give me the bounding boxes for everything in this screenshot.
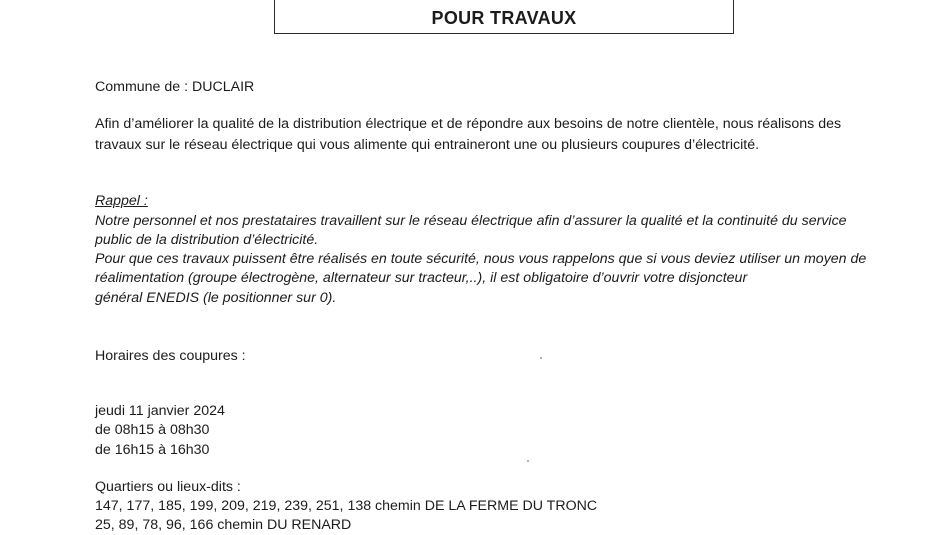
location-item: 25, 89, 78, 96, 166 chemin DU RENARD — [95, 517, 352, 533]
schedule-heading: Horaires des coupures : — [95, 348, 246, 364]
schedule-slot: de 08h15 à 08h30 — [95, 422, 210, 438]
schedule-date: jeudi 11 janvier 2024 — [95, 403, 225, 419]
commune-line: Commune de : DUCLAIR — [95, 79, 255, 95]
rappel-line: public de la distribution d’électricité. — [95, 232, 319, 248]
intro-line-2: travaux sur le réseau électrique qui vous alimente qui entraineront une ou plusieurs coupures d’électricité. — [95, 137, 760, 153]
title-box — [274, 0, 734, 34]
rappel-heading: Rappel : — [95, 193, 148, 209]
scan-speck — [527, 460, 529, 462]
schedule-slot: de 16h15 à 16h30 — [95, 442, 210, 458]
scan-speck — [540, 357, 542, 359]
intro-line-1: Afin d’améliorer la qualité de la distribution électrique et de répondre aux besoins de notre clientèle, nous réalisons des — [95, 116, 842, 132]
locations-heading: Quartiers ou lieux-dits : — [95, 479, 241, 495]
rappel-line: Notre personnel et nos prestataires travaillent sur le réseau électrique afin d’assurer la qualité et la continuité du service — [95, 213, 847, 229]
rappel-line: réalimentation (groupe électrogène, alternateur sur tracteur,..), il est obligatoire d’ouvrir votre disjoncteur — [95, 270, 748, 286]
location-item: 147, 177, 185, 199, 209, 219, 239, 251, 138 chemin DE LA FERME DU TRONC — [95, 498, 598, 514]
notice-subtitle: POUR TRAVAUX — [431, 8, 577, 28]
rappel-line: Pour que ces travaux puissent être réalisés en toute sécurité, nous vous rappelons que si vous deviez utiliser un moyen de — [95, 251, 867, 267]
rappel-line: général ENEDIS (le positionner sur 0). — [95, 290, 337, 306]
